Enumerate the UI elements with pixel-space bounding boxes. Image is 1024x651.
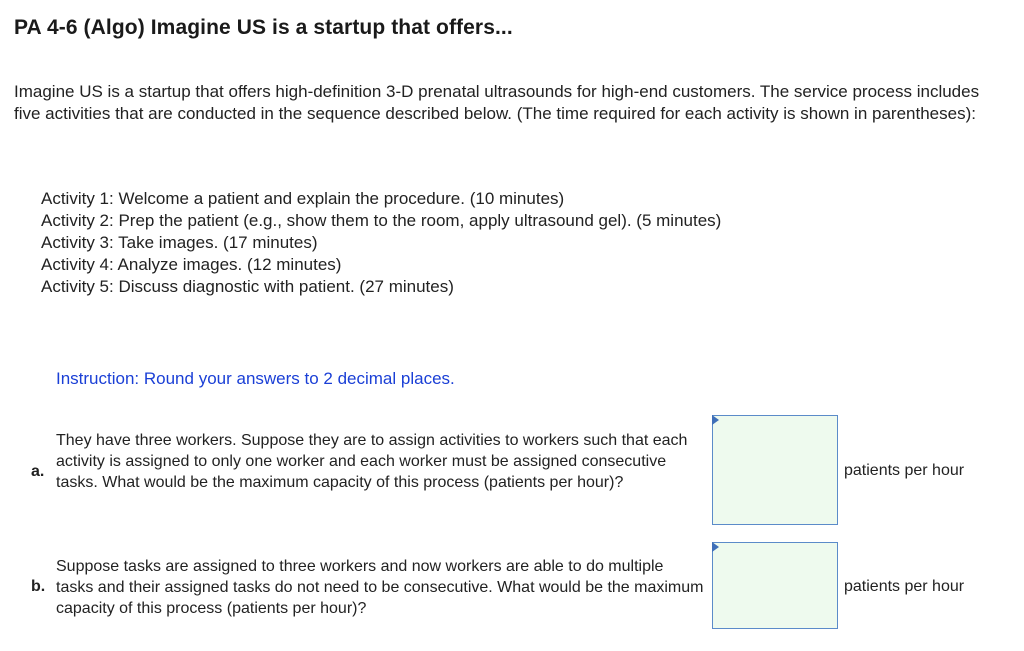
question-b-unit: patients per hour xyxy=(844,578,965,595)
question-a-text: They have three workers. Suppose they are to assign activities to workers such that each activity is assigned to only one worker and each worker must be assigned consecutive tasks. What would be the maximum capacity of this process (patients per hour)? xyxy=(56,432,688,491)
question-a-letter: a. xyxy=(31,463,45,480)
question-a-answer-wrapper xyxy=(712,415,838,525)
activity-list xyxy=(41,188,721,298)
question-b-answer-input[interactable] xyxy=(712,542,838,629)
question-a-answer-input[interactable] xyxy=(712,415,838,525)
problem-intro: Imagine US is a startup that offers high-definition 3-D prenatal ultrasounds for high-end customers. The service process includes five activities that are conducted in the sequence described below. (The time required for each activity is shown in parentheses): xyxy=(14,82,980,123)
activity-item-1: Activity 1: Welcome a patient and explain the procedure. (10 minutes) xyxy=(41,189,565,208)
question-b-answer-wrapper xyxy=(712,542,838,629)
question-a-unit: patients per hour xyxy=(844,462,965,479)
answer-flag-icon xyxy=(712,415,719,425)
activity-item-2: Activity 2: Prep the patient (e.g., show them to the room, apply ultrasound gel). (5 minutes) xyxy=(41,211,722,230)
question-b-text: Suppose tasks are assigned to three workers and now workers are able to do multiple tasks and their assigned tasks do not need to be consecutive. What would be the maximum capacity of this process (patients per hour)? xyxy=(56,558,704,617)
page-title: PA 4-6 (Algo) Imagine US is a startup that offers... xyxy=(14,16,513,39)
activity-item-4: Activity 4: Analyze images. (12 minutes) xyxy=(41,255,342,274)
activity-item-5: Activity 5: Discuss diagnostic with patient. (27 minutes) xyxy=(41,277,454,296)
activity-item-3: Activity 3: Take images. (17 minutes) xyxy=(41,233,318,252)
answer-flag-icon xyxy=(712,542,719,552)
instruction-text: Instruction: Round your answers to 2 decimal places. xyxy=(56,369,455,388)
question-b-letter: b. xyxy=(31,578,46,595)
